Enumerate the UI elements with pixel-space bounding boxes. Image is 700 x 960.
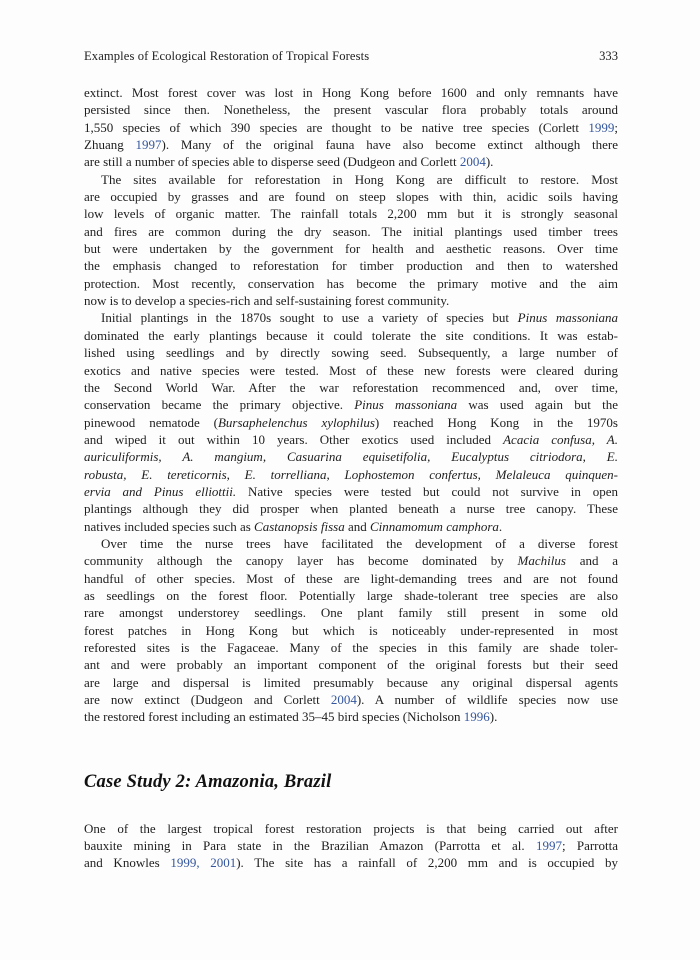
page-body bbox=[84, 84, 618, 872]
text-line bbox=[84, 379, 618, 396]
species-name-italic: Pinus massoniana bbox=[517, 310, 618, 326]
species-name-italic: ervia and Pinus elliottii. bbox=[84, 483, 237, 499]
text-segment: are now extinct (Dudgeon and Corlett bbox=[84, 692, 331, 708]
text-segment: ). bbox=[485, 154, 494, 170]
text-line bbox=[84, 674, 618, 691]
text-segment: community although the canopy layer has become dominated by bbox=[84, 553, 518, 569]
page-number: 333 bbox=[599, 49, 618, 63]
species-name-italic: Cinnamomum camphora bbox=[370, 518, 499, 534]
species-name-italic: Pinus massoniana bbox=[354, 397, 458, 413]
text-segment: plantings although they did prosper when planted beneath a nurse tree canopy. These bbox=[84, 501, 618, 517]
text-line bbox=[84, 136, 618, 153]
text-segment: are occupied by grasses and are found on steep slopes with thin, acidic soils having bbox=[84, 189, 618, 205]
species-name-italic: robusta, E. tereticornis, E. torrelliana, Lophostemon confertus, Melaleuca quinquen- bbox=[84, 466, 618, 482]
text-segment: One of the largest tropical forest restoration projects is that being carried out after bbox=[84, 820, 618, 836]
text-line bbox=[84, 396, 618, 413]
text-line bbox=[84, 622, 618, 639]
section-heading: Case Study 2: Amazonia, Brazil bbox=[84, 771, 332, 792]
text-line bbox=[84, 820, 618, 837]
text-line bbox=[84, 483, 618, 500]
text-line bbox=[84, 362, 618, 379]
text-line bbox=[84, 587, 618, 604]
text-line bbox=[84, 223, 618, 240]
text-segment: handful of other species. Most of these are light-demanding trees and are not found bbox=[84, 570, 618, 586]
text-line bbox=[84, 84, 618, 101]
text-segment: the restored forest including an estimated 35–45 bird species (Nicholson bbox=[84, 709, 464, 725]
text-segment: Initial plantings in the 1870s sought to use a variety of species but bbox=[101, 310, 518, 326]
text-line bbox=[84, 431, 618, 448]
text-line bbox=[84, 119, 618, 136]
text-segment: and Knowles bbox=[84, 855, 171, 871]
text-segment: was used again but the bbox=[457, 397, 618, 413]
text-line bbox=[84, 101, 618, 118]
page-header bbox=[84, 48, 618, 64]
text-segment: now is to develop a species-rich and self-sustaining forest community. bbox=[84, 293, 450, 309]
text-segment: 1,550 species of which 390 species are thought to be native tree species (Corlett bbox=[84, 119, 589, 135]
text-segment: conservation became the primary objective. bbox=[84, 397, 355, 413]
text-line bbox=[84, 171, 618, 188]
text-line bbox=[84, 414, 618, 431]
text-segment: The sites available for reforestation in Hong Kong are difficult to restore. Most bbox=[101, 171, 618, 187]
citation-link[interactable]: 1999, 2001 bbox=[170, 855, 237, 871]
text-line bbox=[84, 837, 618, 854]
text-line bbox=[84, 552, 618, 569]
text-line bbox=[84, 327, 618, 344]
text-segment: Over time the nurse trees have facilitated the development of a diverse forest bbox=[101, 535, 618, 551]
species-name-italic: Machilus bbox=[517, 553, 566, 569]
text-segment: and wiped it out within 10 years. Other exotics used included bbox=[84, 431, 504, 447]
text-segment: ). The site has a rainfall of 2,200 mm and is occupied by bbox=[236, 855, 618, 871]
text-line bbox=[84, 257, 618, 274]
text-line bbox=[84, 570, 618, 587]
citation-link[interactable]: 2004 bbox=[330, 692, 357, 708]
species-name-italic: Castanopsis fissa bbox=[254, 518, 345, 534]
text-segment: reforested sites is the Fagaceae. Many of the species in this family are shade toler- bbox=[84, 640, 618, 655]
species-name-italic: auriculiformis, A. mangium, Casuarina equisetifolia, Eucalyptus citriodora, E. bbox=[84, 449, 618, 465]
text-segment: forest patches in Hong Kong but which is noticeably under-represented in most bbox=[84, 622, 618, 638]
citation-link[interactable]: 1997 bbox=[135, 137, 162, 153]
text-line bbox=[84, 691, 618, 708]
text-segment: are still a number of species able to disperse seed (Dudgeon and Corlett bbox=[84, 154, 460, 170]
text-line bbox=[84, 604, 618, 621]
text-segment: natives included species such as bbox=[84, 518, 255, 534]
text-segment: low levels of organic matter. The rainfall totals 2,200 mm but it is strongly seasonal bbox=[84, 206, 618, 222]
text-line bbox=[84, 535, 618, 552]
text-line bbox=[84, 639, 618, 656]
citation-link[interactable]: 1996 bbox=[463, 709, 490, 725]
text-segment: ). bbox=[489, 709, 498, 725]
text-line bbox=[84, 854, 618, 871]
text-segment: exotics and native species were tested. Most of these new forests were cleared during bbox=[84, 362, 618, 378]
species-name-italic: Bursaphelenchus xylophilus bbox=[217, 414, 375, 430]
text-segment: are large and dispersal is limited presumably because any original dispersal agents bbox=[84, 674, 618, 690]
text-line bbox=[84, 708, 618, 725]
text-segment: and bbox=[344, 518, 370, 534]
text-line bbox=[84, 292, 618, 309]
text-segment: ) reached Hong Kong in the 1970s bbox=[374, 414, 618, 430]
text-segment: and fires are common during the dry season. The initial plantings used timber trees bbox=[84, 223, 618, 239]
text-segment: the emphasis changed to reforestation for timber production and then to watershed bbox=[84, 258, 618, 274]
text-segment: bauxite mining in Para state in the Brazilian Amazon (Parrotta et al. bbox=[84, 838, 536, 854]
text-line bbox=[84, 448, 618, 465]
text-segment: ; Parrotta bbox=[561, 838, 618, 854]
text-segment: pinewood nematode ( bbox=[84, 414, 218, 430]
text-line bbox=[84, 656, 618, 673]
page-content bbox=[84, 48, 618, 872]
text-segment: ). A number of wildlife species now use bbox=[356, 692, 618, 708]
text-segment: dominated the early plantings because it could tolerate the site conditions. It was estab- bbox=[84, 327, 618, 343]
text-line bbox=[84, 205, 618, 222]
text-segment: ). Many of the original fauna have also become extinct although there bbox=[161, 137, 618, 153]
text-segment: protection. Most recently, conservation has become the primary motive and the aim bbox=[84, 275, 618, 291]
text-line bbox=[84, 344, 618, 361]
text-line bbox=[84, 188, 618, 205]
text-line bbox=[84, 518, 618, 535]
text-segment: as seedlings on the forest floor. Potentially large shade-tolerant tree species are also bbox=[84, 587, 618, 603]
text-segment: lished using seedlings and by directly sowing seed. Subsequently, a large number of bbox=[84, 345, 618, 361]
text-line bbox=[84, 153, 618, 170]
text-segment: persisted since then. Nonetheless, the present vascular flora probably totals around bbox=[84, 102, 618, 118]
text-line bbox=[84, 240, 618, 257]
text-segment: but were undertaken by the government for health and aesthetic reasons. Over time bbox=[84, 241, 618, 257]
text-line bbox=[84, 500, 618, 517]
text-segment: . bbox=[498, 518, 503, 534]
text-segment: rare amongst understorey seedlings. One plant family still present in some old bbox=[84, 605, 618, 621]
text-segment: extinct. Most forest cover was lost in Hong Kong before 1600 and only remnants have bbox=[84, 85, 618, 100]
species-name-italic: Acacia confusa, A. bbox=[503, 431, 618, 447]
citation-link[interactable]: 1999 bbox=[588, 119, 615, 135]
text-segment: Zhuang bbox=[84, 137, 136, 153]
citation-link[interactable]: 1997 bbox=[535, 838, 562, 854]
text-line bbox=[84, 275, 618, 292]
text-line bbox=[84, 309, 618, 326]
text-segment: and a bbox=[565, 553, 618, 569]
text-segment: Native species were tested but could not survive in open bbox=[236, 483, 618, 499]
citation-link[interactable]: 2004 bbox=[459, 154, 486, 170]
text-segment: ; bbox=[614, 119, 618, 135]
text-segment: the Second World War. After the war reforestation recommenced and, over time, bbox=[84, 379, 618, 395]
text-segment: ant and were probably an important component of the original forests but their seed bbox=[84, 657, 618, 673]
text-line bbox=[84, 466, 618, 483]
running-title: Examples of Ecological Restoration of Tropical Forests bbox=[84, 49, 370, 63]
